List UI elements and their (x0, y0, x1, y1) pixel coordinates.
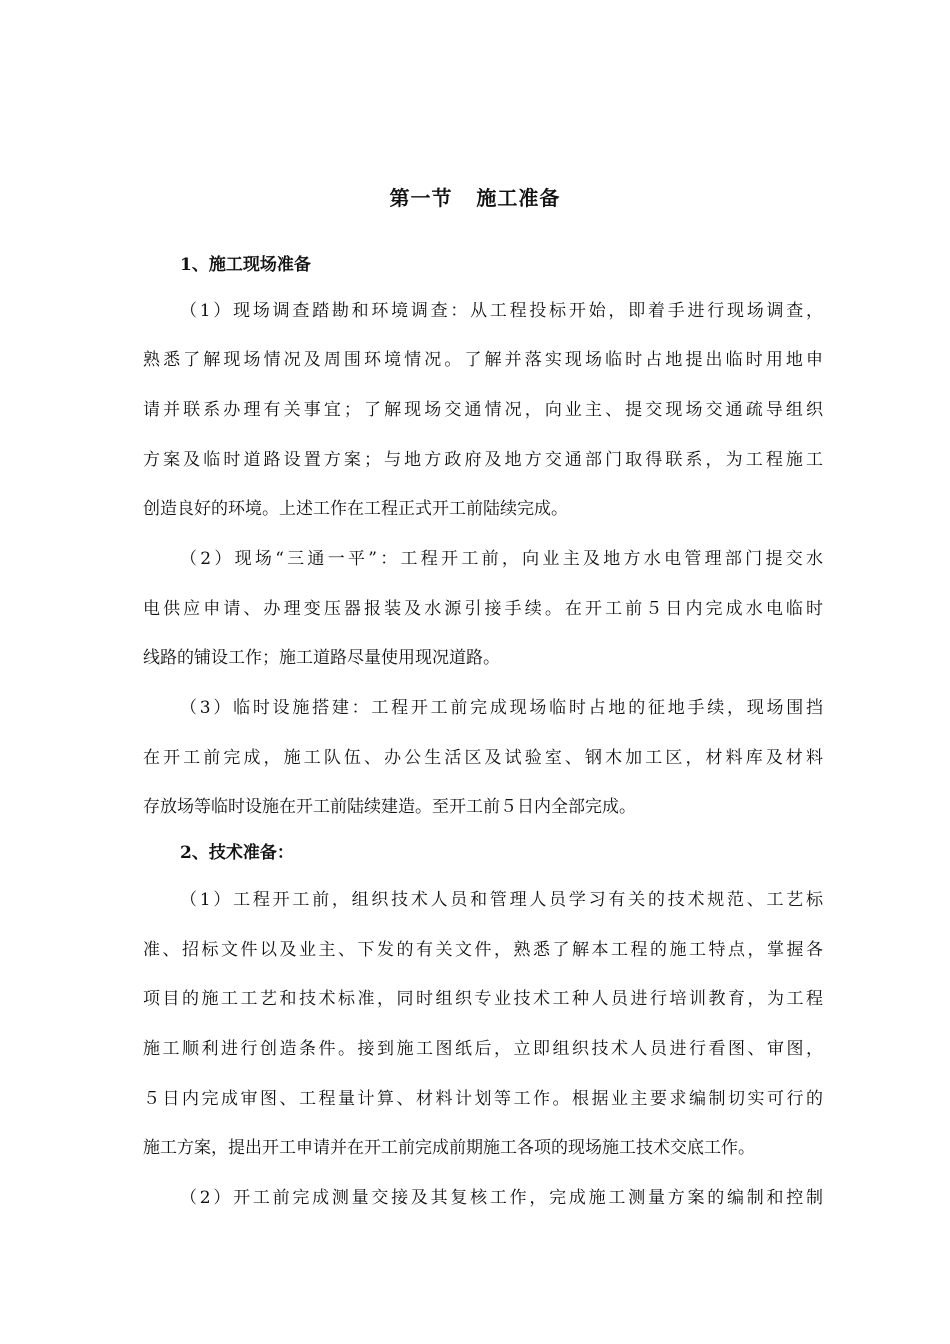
paragraph-line: 方案及临时道路设置方案；与地方政府及地方交通部门取得联系，为工程施工 (143, 450, 823, 470)
paragraph-line: 电供应申请、办理变压器报装及水源引接手续。在开工前５日内完成水电临时 (143, 599, 823, 619)
paragraph-line: 存放场等临时设施在开工前陆续建造。至开工前５日内全部完成。 (143, 797, 636, 817)
paragraph-line: 施工方案，提出开工申请并在开工前完成前期施工各项的现场施工技术交底工作。 (143, 1138, 755, 1158)
paragraph-line: 创造良好的环境。上述工作在工程正式开工前陆续完成。 (143, 499, 568, 519)
heading-technical-preparation: 2、技术准备： (180, 843, 294, 863)
paragraph-line: 项目的施工工艺和技术标准，同时组织专业技术工种人员进行培训教育，为工程 (143, 989, 823, 1009)
paragraph-line: 在开工前完成，施工队伍、办公生活区及试验室、钢木加工区，材料库及材料 (143, 748, 823, 768)
paragraph-line: （2）现场“三通一平”：工程开工前，向业主及地方水电管理部门提交水 (180, 549, 823, 569)
paragraph-line: 熟悉了解现场情况及周围环境情况。了解并落实现场临时占地提出临时用地申 (143, 350, 823, 370)
paragraph-line: 准、招标文件以及业主、下发的有关文件，熟悉了解本工程的施工特点，掌握各 (143, 940, 823, 960)
heading-site-preparation: 1、施工现场准备 (180, 255, 311, 275)
paragraph-line: 请并联系办理有关事宜；了解现场交通情况，向业主、提交现场交通疏导组织 (143, 400, 823, 420)
paragraph-line: ５日内完成审图、工程量计算、材料计划等工作。根据业主要求编制切实可行的 (143, 1089, 823, 1109)
paragraph-line: （3）临时设施搭建：工程开工前完成现场临时占地的征地手续，现场围挡 (180, 698, 823, 718)
section-title: 第一节 施工准备 (389, 186, 561, 210)
paragraph-line: （1）工程开工前，组织技术人员和管理人员学习有关的技术规范、工艺标 (180, 890, 823, 910)
paragraph-line: 线路的铺设工作；施工道路尽量使用现况道路。 (143, 648, 500, 668)
paragraph-line: 施工顺利进行创造条件。接到施工图纸后，立即组织技术人员进行看图、审图， (143, 1039, 823, 1059)
paragraph-line: （2）开工前完成测量交接及其复核工作，完成施工测量方案的编制和控制 (180, 1188, 823, 1208)
paragraph-line: （1）现场调查踏勘和环境调查：从工程投标开始，即着手进行现场调查， (180, 301, 823, 321)
